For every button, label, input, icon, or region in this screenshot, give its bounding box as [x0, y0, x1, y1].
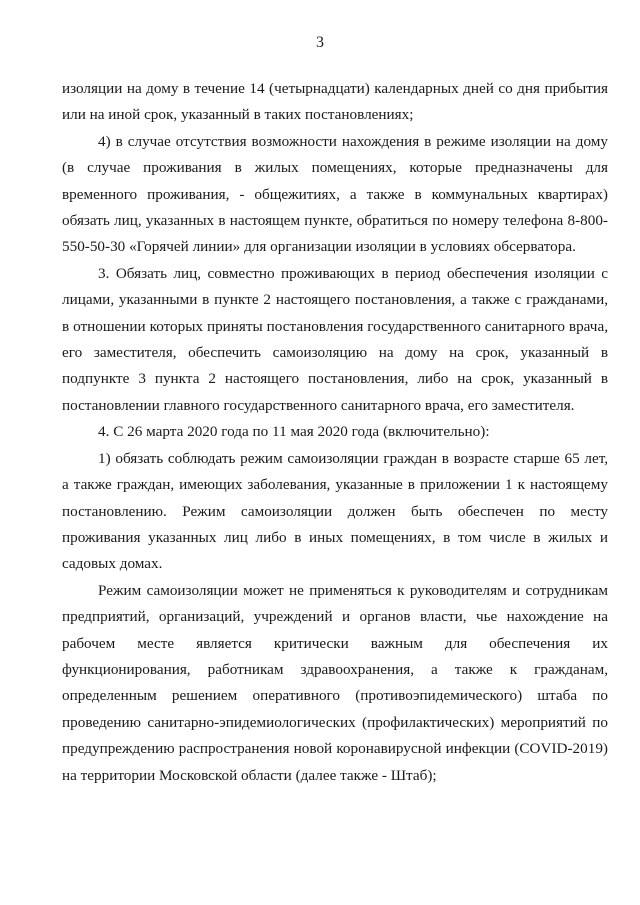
paragraph-item-1-self-isolation: 1) обязать соблюдать режим самоизоляции граждан в возрасте старше 65 лет, а также граждан, имеющих заболевания, указанные в приложении 1 к настоящему постановлению. Режим самоизоляции должен быть обеспечен по месту проживания указанных лиц либо в иных помещениях, в том числе в жилых и садовых домах. [62, 449, 608, 573]
paragraph-clause-4-period: 4. С 26 марта 2020 года по 11 мая 2020 года (включительно): [98, 423, 490, 441]
document-body [62, 76, 608, 789]
paragraph-item-4-observator: 4) в случае отсутствия возможности нахождения в режиме изоляции на дому (в случае проживания в жилых помещениях, которые предназначены для временного проживания, - общежитиях, а также в коммунальных квартирах) обязать лиц, указанных в настоящем пункте, обратиться по номеру телефона 8-800-550-50-30 «Горячей линии» для организации изоляции в условиях обсерватора. [62, 132, 608, 256]
paragraph-clause-3-cohabitants: 3. Обязать лиц, совместно проживающих в период обеспечения изоляции с лицами, указанными в пункте 2 настоящего постановления, а также с гражданами, в отношении которых приняты постановления государственного санитарного врача, его заместителя, обеспечить самоизоляцию на дому на срок, указанный в подпункте 3 пункта 2 настоящего постановления, либо на срок, указанный в постановлении главного государственного санитарного врача, его заместителя. [62, 264, 608, 414]
paragraph-self-isolation-exemptions: Режим самоизоляции может не применяться к руководителям и сотрудникам предприятий, организаций, учреждений и органов власти, чье нахождение на рабочем месте является критически важным для обеспечения их функционирования, работникам здравоохранения, а также к гражданам, определенным решением оперативного (противоэпидемического) штаба по проведению санитарно-эпидемиологических (профилактических) мероприятий по предупреждению распространения новой коронавирусной инфекции (COVID-2019) на территории Московской области (далее также - Штаб); [62, 581, 608, 784]
page-number: 3 [316, 34, 324, 51]
paragraph-isolation-term: изоляции на дому в течение 14 (четырнадцати) календарных дней со дня прибытия или на иной срок, указанный в таких постановлениях; [62, 80, 608, 124]
